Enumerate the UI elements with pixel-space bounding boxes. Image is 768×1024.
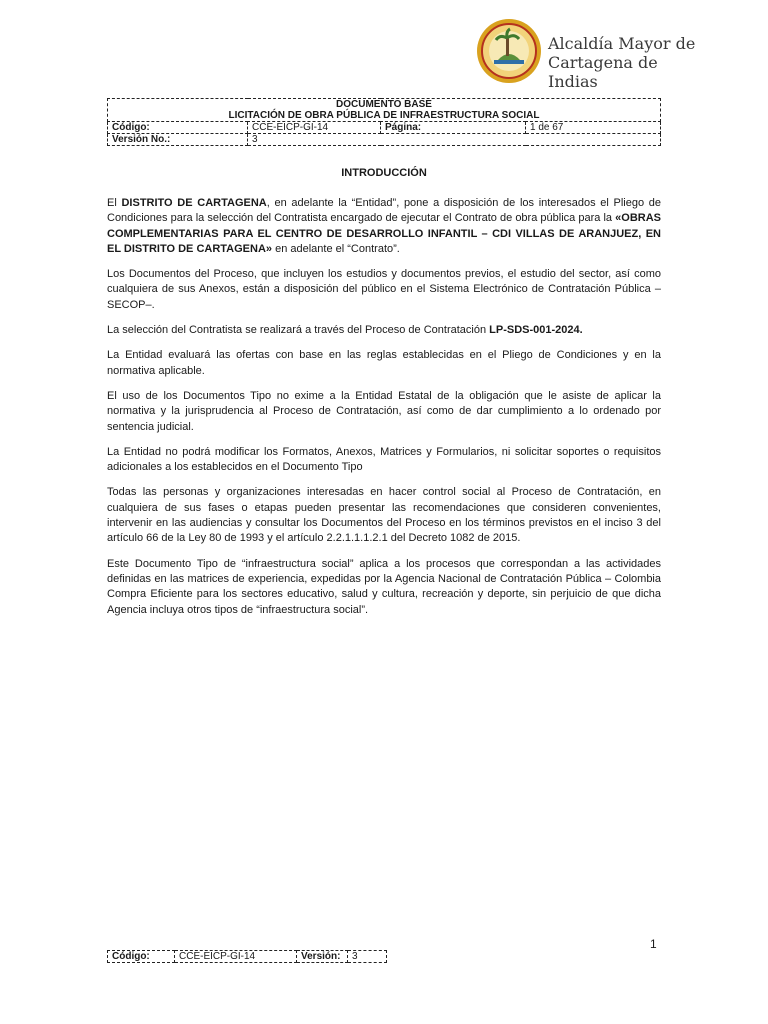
document-title-line2: LICITACIÓN DE OBRA PÚBLICA DE INFRAESTRUCTURA SOCIAL [228,110,540,121]
paragraph-4: La Entidad evaluará las ofertas con base en las reglas establecidas en el Pliego de Condiciones y en la normativa aplicable. [107,349,661,377]
footer-codigo-value: CCE-EICP-GI-14 [175,951,297,963]
version-label: Versión No.: [108,134,248,146]
codigo-label: Código: [108,122,248,134]
p1-text-c: , en adelante la “Entidad”, pone a disposición de los interesados el Pliego de Condiciones para la selección del Contratista encargado de ejecutar el Contrato de obra pública para la [107,197,662,225]
footer-table [107,950,387,963]
document-title [108,99,661,122]
p1-text-a: El [107,197,122,209]
footer-codigo-label: Código: [108,951,175,963]
header-logo [476,18,700,91]
footer-version-value: 3 [348,951,387,963]
p1-text-e: en adelante el “Contrato”. [272,242,400,255]
org-name [548,34,700,91]
document-body [107,196,661,628]
paragraph-5: El uso de los Documentos Tipo no exime a la Entidad Estatal de la obligación que le asiste de aplicar la normativa y la jurisprudencia al Proceso de Contratación, así como de dar cumplimiento a lo ordenado por sentencia judicial. [107,389,661,433]
footer-version-label: Versión: [297,951,348,963]
section-title: INTRODUCCIÓN [341,167,427,179]
paragraph-2: Los Documentos del Proceso, que incluyen los estudios y documentos previos, el estudio del sector, así como cualquiera de sus Anexos, están a disposición del público en el Sistema Electrónico de Contratación Pública – SECOP–. [107,268,661,311]
org-name-line2: Cartagena de Indias [548,53,658,91]
page-number: 1 [650,937,657,951]
p3-text-a: La selección del Contratista se realizará a través del Proceso de Contratación [107,324,490,337]
city-seal-icon [476,18,542,84]
process-code: LP-SDS-001-2024. [489,324,583,337]
p1-contract-name: «OBRAS COMPLEMENTARIAS PARA EL CENTRO DE DESARROLLO INFANTIL – CDI VILLAS DE ARANJUEZ, EN EL DISTRITO DE CARTAGENA» [107,212,661,255]
pagina-label: Página: [381,122,526,134]
p1-entity-name: DISTRITO DE CARTAGENA [121,197,267,209]
codigo-value: CCE-EICP-GI-14 [248,122,381,134]
document-header-table [107,98,661,146]
paragraph-8: Este Documento Tipo de “infraestructura social” aplica a los procesos que correspondan a las actividades definidas en las matrices de experiencia, expedidas por la Agencia Nacional de Contratación Pública – Colombia Compra Eficiente para los sectores educativo, salud y cultura, recreación y deporte, sin perjuicio de que dicha Agencia incluya otros tipos de “infraestructura social”. [107,557,661,616]
document-title-line1: DOCUMENTO BASE [336,99,432,110]
pagina-value: 1 de 67 [526,122,661,134]
version-value: 3 [248,134,661,146]
paragraph-3 [107,323,661,338]
paragraph-7: Todas las personas y organizaciones interesadas en hacer control social al Proceso de Contratación, en cualquiera de sus fases o etapas pueden presentar las recomendaciones que consideren convenientes, intervenir en las audiencias y consultar los Documentos del Proceso en los términos previstos en el inciso 3 del artículo 66 de la Ley 80 de 1993 y el artículo 2.2.1.1.1.2.1 del Decreto 1082 de 2015. [107,486,661,545]
paragraph-1 [107,196,661,257]
paragraph-6: La Entidad no podrá modificar los Formatos, Anexos, Matrices y Formularios, ni solicitar soportes o requisitos adicionales a los establecidos en el Documento Tipo [107,445,661,474]
org-name-line1: Alcaldía Mayor de [548,34,696,53]
